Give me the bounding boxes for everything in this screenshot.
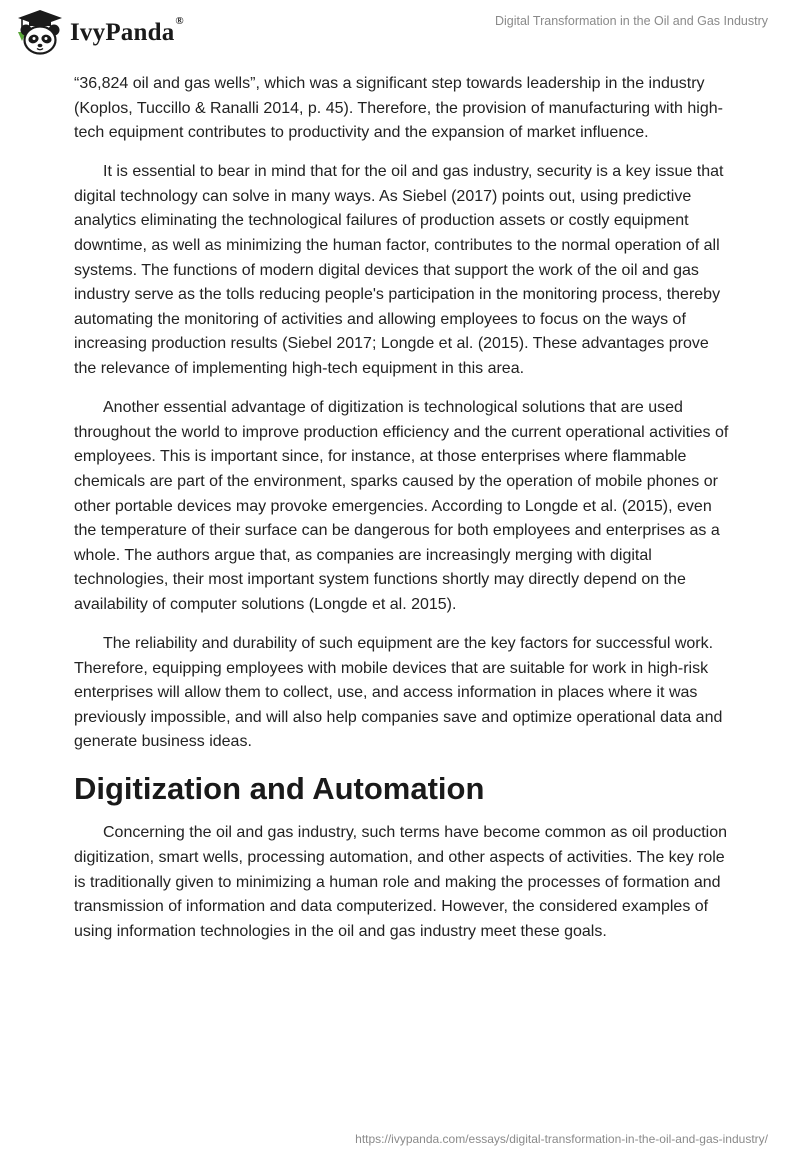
- panda-graduate-icon: [14, 8, 66, 56]
- paragraph-2: It is essential to bear in mind that for the oil and gas industry, security is a key issue that digital technology can solve in many ways. As Siebel (2017) points out, using predictive analytics eliminating the technological failures of production assets or costly equipment downtime, as well as minimizing the human factor, contributes to the normal operation of all systems. The functions of modern digital devices that support the work of the oil and gas industry serve as the tolls reducing people's participation in the monitoring process, thereby automating the monitoring of activities and allowing employees to focus on the ways of increasing production results (Siebel 2017; Longde et al. (2015). These advantages prove the relevance of implementing high-tech equipment in this area.: [74, 163, 724, 378]
- section-heading: Digitization and Automation: [74, 771, 485, 807]
- source-url[interactable]: https://ivypanda.com/essays/digital-transformation-in-the-oil-and-gas-industry/: [355, 1132, 768, 1146]
- paragraph-5: Concerning the oil and gas industry, such terms have become common as oil production digitization, smart wells, processing automation, and other aspects of activities. The key role is traditionally given to minimizing a human role and making the processes of formation and transmission of information and data computerized. However, the considered examples of using information technologies in the oil and gas industry meet these goals.: [74, 824, 728, 940]
- paragraph-3: Another essential advantage of digitization is technological solutions that are used throughout the world to improve production efficiency and the current operational activities of employees. This is important since, for instance, at those enterprises where flammable chemicals are part of the environment, sparks caused by the operation of mobile phones or other portable devices may provoke emergencies. According to Longde et al. (2015), even the temperature of their surface can be dangerous for both employees and enterprises as a whole. The authors argue that, as companies are increasingly merging with digital technologies, their most important system functions shortly may directly depend on the availability of computer solutions (Longde et al. 2015).: [74, 399, 729, 613]
- document-title: Digital Transformation in the Oil and Gas Industry: [494, 14, 768, 28]
- ivypanda-logo[interactable]: [14, 8, 184, 56]
- article-body: [74, 72, 734, 959]
- paragraph-1: “36,824 oil and gas wells”, which was a significant step towards leadership in the industry (Koplos, Tuccillo & Ranalli 2014, p. 45). Therefore, the provision of manufacturing with high-tech equipment contributes to productivity and the expansion of market influence.: [74, 75, 723, 142]
- registered-mark: ®: [175, 15, 184, 27]
- paragraph-4: The reliability and durability of such equipment are the key factors for successful work. Therefore, equipping employees with mobile devices that are suitable for work in high-risk enterprises will allow them to collect, use, and access information in places where it was previously impossible, and will also help companies save and optimize operational data and generate business ideas.: [74, 634, 723, 751]
- page-header: [0, 0, 800, 60]
- logo-wordmark: IvyPanda®: [70, 15, 184, 46]
